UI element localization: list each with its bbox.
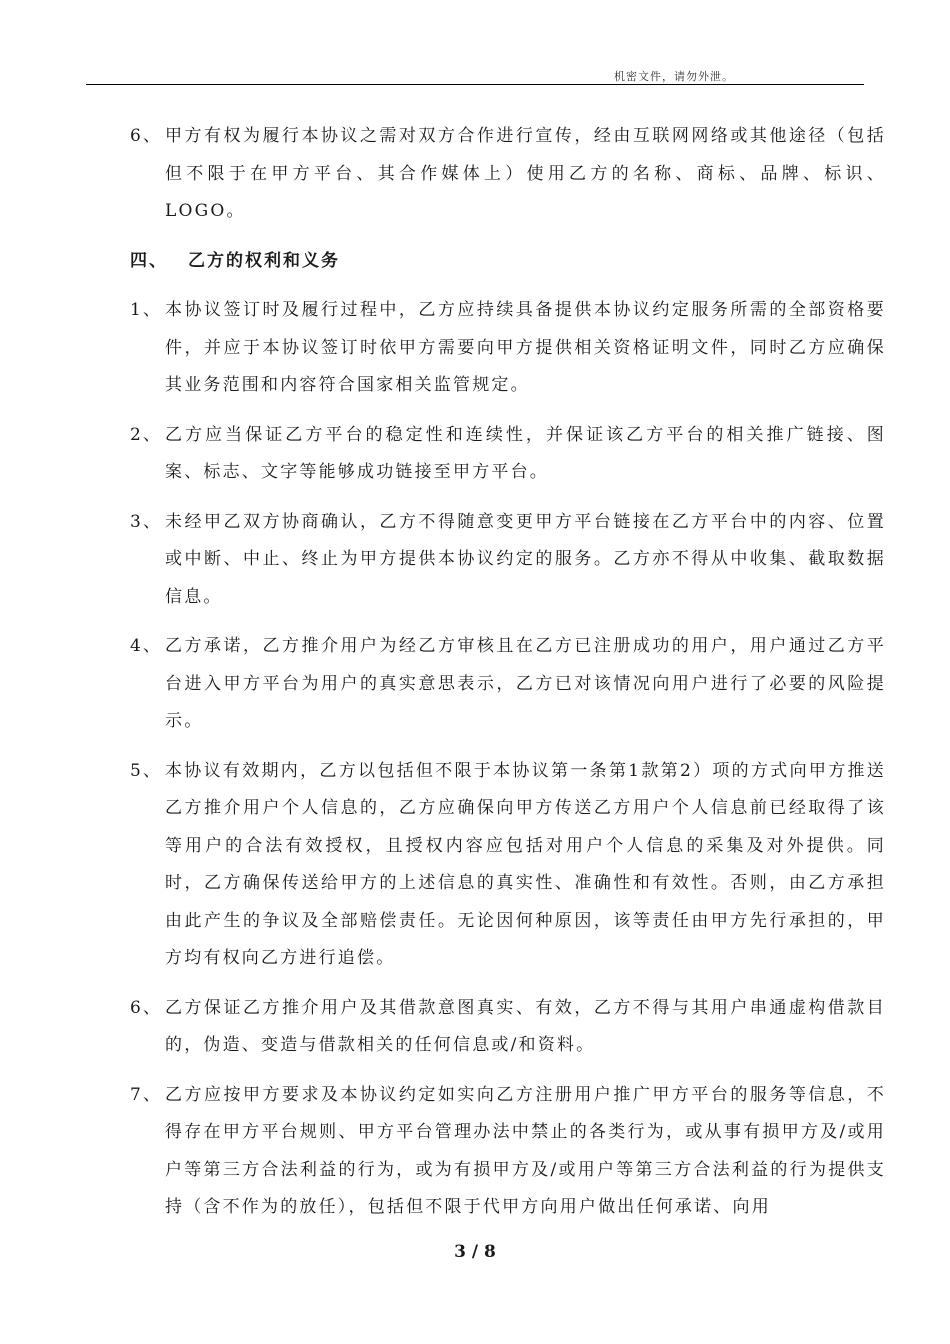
- clause-item: [130, 628, 886, 741]
- clause-text: 乙方保证乙方推介用户及其借款意图真实、有效，乙方不得与其用户串通虚构借款目的，伪造、变造与借款相关的任何信息或/和资料。: [165, 997, 886, 1055]
- clause-text: 乙方应按甲方要求及本协议约定如实向乙方注册用户推广甲方平台的服务等信息，不得存在甲方平台规则、甲方平台管理办法中禁止的各类行为，或从事有损甲方及/或用户等第三方合法利益的行为，或为有损甲方及/或用户等第三方合法利益的行为提供支持（含不作为的放任），包括但不限于代甲方向用户做出任何承诺、向用: [165, 1084, 886, 1217]
- clause-number: 3、: [130, 511, 163, 532]
- clause-text: 甲方有权为履行本协议之需对双方合作进行宣传，经由互联网网络或其他途径（包括但不限于在甲方平台、其合作媒体上）使用乙方的名称、商标、品牌、标识、LOGO。: [165, 126, 886, 221]
- clause-number: 6、: [130, 997, 163, 1018]
- clause-item: [130, 504, 886, 617]
- clause-text: 本协议签订时及履行过程中，乙方应持续具备提供本协议约定服务所需的全部资格要件，并应于本协议签订时依甲方需要向甲方提供相关资格证明文件，同时乙方应确保其业务范围和内容符合国家相关监管规定。: [165, 300, 886, 395]
- clause-number: 4、: [130, 636, 163, 656]
- clause-text: 乙方承诺，乙方推介用户为经乙方审核且在乙方已注册成功的用户，用户通过乙方平台进入甲方平台为用户的真实意思表示，乙方已对该情况向用户进行了必要的风险提示。: [165, 636, 886, 731]
- clause-number: 1、: [130, 300, 163, 320]
- clause-number: 2、: [130, 424, 163, 445]
- confidential-notice: 机密文件，请勿外泄。: [614, 70, 734, 83]
- header-divider: [86, 84, 864, 85]
- section-number: 四、: [130, 250, 168, 271]
- clause-number: 5、: [130, 760, 163, 781]
- section-heading: [130, 243, 886, 281]
- clause-text: 本协议有效期内，乙方以包括但不限于本协议第一条第1款第2）项的方式向甲方推送乙方推介用户个人信息的，乙方应确保向甲方传送乙方用户个人信息前已经取得了该等用户的合法有效授权，且授权内容应包括对用户个人信息的采集及对外提供。同时，乙方确保传送给甲方的上述信息的真实性、准确性和有效性。否则，由乙方承担由此产生的争议及全部赔偿责任。无论因何种原因，该等责任由甲方先行承担的，甲方均有权向乙方进行追偿。: [165, 760, 886, 968]
- page-number: 3 / 8: [454, 1242, 496, 1262]
- clause-item: [130, 292, 886, 405]
- clause-item: [130, 990, 886, 1065]
- clause-text: 乙方应当保证乙方平台的稳定性和连续性，并保证该乙方平台的相关推广链接、图案、标志、文字等能够成功链接至甲方平台。: [165, 424, 886, 482]
- clause-number: 7、: [130, 1084, 163, 1105]
- clause-item: [130, 417, 886, 492]
- document-body: [130, 118, 886, 1239]
- section-title: 乙方的权利和义务: [188, 250, 340, 271]
- clause-item: [130, 118, 886, 231]
- clause-text: 未经甲乙双方协商确认，乙方不得随意变更甲方平台链接在乙方平台中的内容、位置或中断、中止、终止为甲方提供本协议约定的服务。乙方亦不得从中收集、截取数据信息。: [165, 511, 886, 607]
- clause-number: 6、: [130, 126, 163, 146]
- clause-item: [130, 1077, 886, 1227]
- clause-item: [130, 753, 886, 978]
